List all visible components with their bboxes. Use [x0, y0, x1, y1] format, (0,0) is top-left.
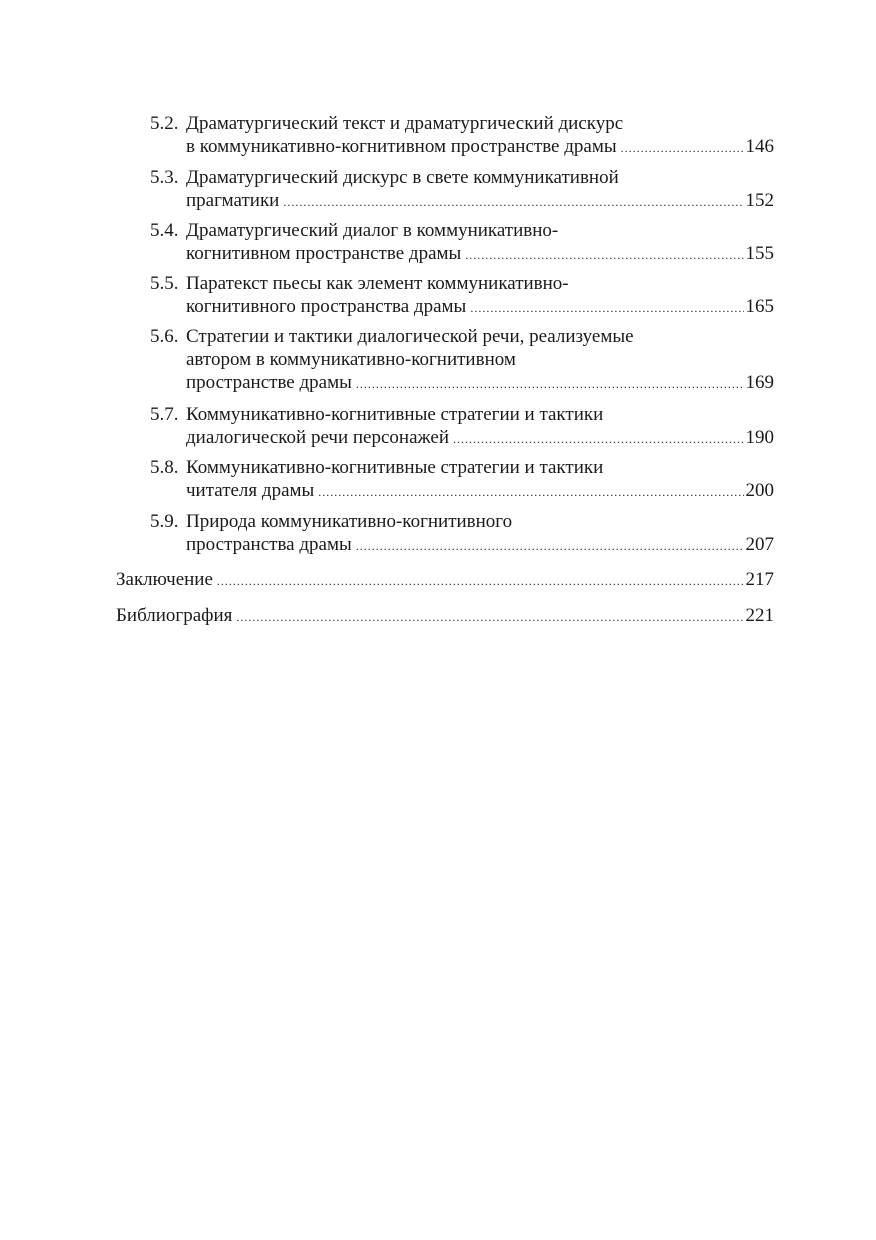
toc-page-number: 146: [745, 136, 774, 157]
toc-entry-number: 5.4.: [150, 220, 179, 241]
toc-page-number: 217: [745, 569, 774, 590]
dot-leader: [621, 137, 744, 160]
dot-leader: [236, 606, 743, 629]
toc-page-number: 221: [745, 605, 774, 626]
toc-entry-title: Библиография: [116, 605, 233, 626]
toc-entry[interactable]: [150, 325, 774, 394]
toc-entry-number: 5.6.: [150, 326, 179, 347]
toc-page-number: 207: [745, 534, 774, 555]
toc-entry-title-line: Драматургический диалог в коммуникативно-: [186, 220, 559, 241]
dot-leader: [283, 191, 743, 214]
toc-entry-title-line: диалогической речи персонажей: [186, 427, 450, 448]
toc-entry-number: 5.7.: [150, 404, 179, 425]
toc-entry-number: 5.2.: [150, 113, 179, 134]
toc-entry-title-line: пространства драмы: [186, 534, 352, 555]
toc-entry-number: 5.8.: [150, 457, 179, 478]
dot-leader: [217, 570, 744, 593]
toc-entry[interactable]: [150, 166, 774, 212]
toc-entry-title-line: когнитивном пространстве драмы: [186, 243, 462, 264]
toc-entry[interactable]: [150, 219, 774, 265]
toc-entry-title-line: прагматики: [186, 190, 280, 211]
toc-entry[interactable]: [150, 510, 774, 556]
toc-entry-number: 5.5.: [150, 273, 179, 294]
dot-leader: [465, 244, 743, 267]
dot-leader: [356, 535, 744, 558]
toc-page-number: 152: [745, 190, 774, 211]
toc-entry-title-line: автором в коммуникативно-когнитивном: [186, 349, 516, 370]
dot-leader: [318, 481, 743, 504]
toc-entry-title-line: Драматургический дискурс в свете коммуникативной: [186, 167, 619, 188]
toc-entry-number: 5.3.: [150, 167, 179, 188]
toc-entry-bibliography[interactable]: [116, 604, 774, 627]
dot-leader: [453, 428, 743, 451]
toc-entry-title-line: когнитивного пространства драмы: [186, 296, 467, 317]
toc-entry-title-line: пространстве драмы: [186, 372, 352, 393]
toc-entry-title-line: в коммуникативно-когнитивном пространстве драмы: [186, 136, 617, 157]
toc-entry-title-line: Природа коммуникативно-когнитивного: [186, 511, 513, 532]
toc-page-number: 200: [745, 480, 774, 501]
toc-page-number: 169: [745, 372, 774, 393]
dot-leader: [356, 373, 744, 396]
toc-entry[interactable]: [150, 272, 774, 318]
toc-entry[interactable]: [150, 456, 774, 502]
toc-entry-title-line: Коммуникативно-когнитивные стратегии и тактики: [186, 404, 604, 425]
toc-page-number: 155: [745, 243, 774, 264]
toc-page-number: 190: [745, 427, 774, 448]
toc-entry[interactable]: [150, 112, 774, 158]
toc-entry[interactable]: [150, 403, 774, 449]
toc-entry-title-line: Коммуникативно-когнитивные стратегии и тактики: [186, 457, 604, 478]
dot-leader: [470, 297, 743, 320]
toc-entry-title-line: Стратегии и тактики диалогической речи, реализуемые: [186, 326, 634, 347]
toc-entry-title-line: Драматургический текст и драматургический дискурс: [186, 113, 624, 134]
toc-entry-title-line: Паратекст пьесы как элемент коммуникативно-: [186, 273, 569, 294]
toc-entry-title: Заключение: [116, 569, 213, 590]
toc-entry-title-line: читателя драмы: [186, 480, 315, 501]
toc-entry-number: 5.9.: [150, 511, 179, 532]
toc-entry-conclusion[interactable]: [116, 568, 774, 591]
toc-page-number: 165: [745, 296, 774, 317]
